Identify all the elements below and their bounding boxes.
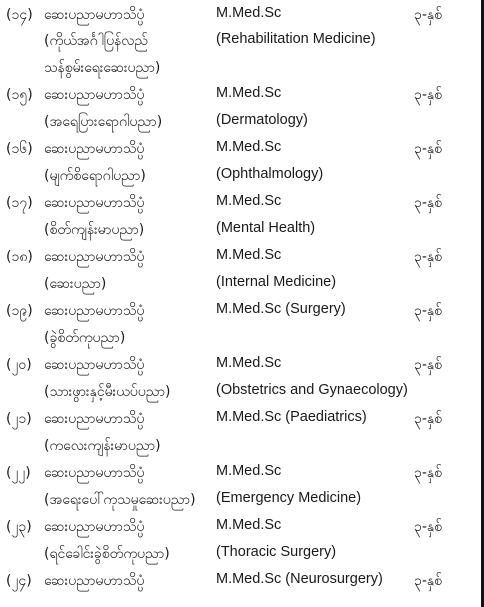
- specialty-myanmar: (ကလေးကျန်းမာပညာ): [44, 438, 161, 454]
- specialty-myanmar: (ရင်ခေါင်းခွဲစိတ်ကုပညာ): [44, 546, 170, 562]
- specialty-english: (Rehabilitation Medicine): [216, 31, 376, 47]
- list-item: [0, 569, 484, 591]
- specialty-english: (Ophthalmology): [216, 166, 324, 182]
- degree-code: M.Med.Sc (Neurosurgery): [216, 571, 383, 587]
- list-item: [0, 461, 484, 483]
- degree-name-myanmar: ဆေးပညာမဟာသိပ္ပံ: [44, 357, 145, 373]
- degree-code: M.Med.Sc: [216, 85, 282, 101]
- specialty-english: (Thoracic Surgery): [216, 544, 337, 560]
- list-item-subline: [0, 434, 484, 456]
- item-number: (၁၄): [6, 7, 33, 23]
- duration: ၃-နှစ်: [414, 195, 443, 211]
- degree-code: M.Med.Sc (Paediatrics): [216, 409, 367, 425]
- list-item: [0, 191, 484, 213]
- duration: ၃-နှစ်: [414, 7, 443, 23]
- item-number: (၂၃): [6, 519, 32, 535]
- duration: ၃-နှစ်: [414, 357, 443, 373]
- list-item-subline: [0, 380, 484, 402]
- specialty-myanmar: (ကိုယ်အင်္ဂါပြန်လည်: [44, 33, 148, 49]
- list-item-subline: [0, 326, 484, 348]
- list-item: [0, 353, 484, 375]
- item-number: (၂၁): [6, 411, 32, 427]
- item-number: (၂၀): [6, 357, 32, 373]
- list-item-subline: [0, 110, 484, 132]
- item-number: (၁၆): [6, 141, 33, 157]
- list-item: [0, 515, 484, 537]
- duration: ၃-နှစ်: [414, 141, 443, 157]
- duration: ၃-နှစ်: [414, 411, 443, 427]
- degree-code: M.Med.Sc: [216, 355, 282, 371]
- specialty-english: (Obstetrics and Gynaecology): [216, 382, 408, 398]
- specialty-myanmar: (မျက်စိရောဂါပညာ): [44, 168, 146, 184]
- list-item: [0, 407, 484, 429]
- list-item-subline: [0, 272, 484, 294]
- duration: ၃-နှစ်: [414, 303, 443, 319]
- item-number: (၁၉): [6, 303, 33, 319]
- degree-name-myanmar: ဆေးပညာမဟာသိပ္ပံ: [44, 87, 145, 103]
- list-item-subline: [0, 218, 484, 240]
- degree-name-myanmar: ဆေးပညာမဟာသိပ္ပံ: [44, 519, 145, 535]
- item-number: (၁၈): [6, 249, 33, 265]
- specialty-myanmar: (ဆေးပညာ): [44, 276, 107, 292]
- specialty-myanmar-cont: သန်စွမ်းရေးဆေးပညာ): [44, 60, 161, 76]
- specialty-myanmar: (အရေပြားရောဂါပညာ): [44, 114, 163, 130]
- duration: ၃-နှစ်: [414, 573, 443, 589]
- degree-name-myanmar: ဆေးပညာမဟာသိပ္ပံ: [44, 411, 145, 427]
- degree-name-myanmar: ဆေးပညာမဟာသိပ္ပံ: [44, 195, 145, 211]
- list-item: [0, 245, 484, 267]
- specialty-myanmar: (အရေးပေါ်ကုသမှုဆေးပညာ): [44, 492, 196, 508]
- item-number: (၁၅): [6, 87, 33, 103]
- degree-name-myanmar: ဆေးပညာမဟာသိပ္ပံ: [44, 141, 145, 157]
- list-item-subline: [0, 542, 484, 564]
- specialty-myanmar: (စိတ်ကျန်းမာပညာ): [44, 222, 145, 238]
- degree-code: M.Med.Sc: [216, 517, 282, 533]
- duration: ၃-နှစ်: [414, 87, 443, 103]
- list-item: [0, 83, 484, 105]
- degree-code: M.Med.Sc: [216, 247, 282, 263]
- specialty-english: (Dermatology): [216, 112, 308, 128]
- degree-name-myanmar: ဆေးပညာမဟာသိပ္ပံ: [44, 573, 145, 589]
- list-item-subline: [0, 56, 484, 78]
- list-item-subline: [0, 164, 484, 186]
- duration: ၃-နှစ်: [414, 249, 443, 265]
- item-number: (၂၄): [6, 573, 32, 589]
- list-item-subline: [0, 488, 484, 510]
- list-item: [0, 3, 484, 25]
- item-number: (၂၂): [6, 465, 31, 481]
- degree-code: M.Med.Sc: [216, 193, 282, 209]
- degree-code: M.Med.Sc: [216, 139, 282, 155]
- duration: ၃-နှစ်: [414, 519, 443, 535]
- item-number: (၁၇): [6, 195, 33, 211]
- degree-code: M.Med.Sc: [216, 5, 282, 21]
- degree-name-myanmar: ဆေးပညာမဟာသိပ္ပံ: [44, 249, 145, 265]
- specialty-english: (Emergency Medicine): [216, 490, 362, 506]
- specialty-english: (Internal Medicine): [216, 274, 337, 290]
- list-item-subline: [0, 29, 484, 51]
- degree-code: M.Med.Sc: [216, 463, 282, 479]
- degree-name-myanmar: ဆေးပညာမဟာသိပ္ပံ: [44, 7, 145, 23]
- specialty-myanmar: (သားဖွားနှင့်မီးယပ်ပညာ): [44, 384, 171, 400]
- specialty-english: (Mental Health): [216, 220, 316, 236]
- degree-name-myanmar: ဆေးပညာမဟာသိပ္ပံ: [44, 465, 145, 481]
- specialty-myanmar: (ခွဲစိတ်ကုပညာ): [44, 330, 126, 346]
- degree-name-myanmar: ဆေးပညာမဟာသိပ္ပံ: [44, 303, 145, 319]
- duration: ၃-နှစ်: [414, 465, 443, 481]
- list-item: [0, 299, 484, 321]
- list-item: [0, 137, 484, 159]
- degree-code: M.Med.Sc (Surgery): [216, 301, 346, 317]
